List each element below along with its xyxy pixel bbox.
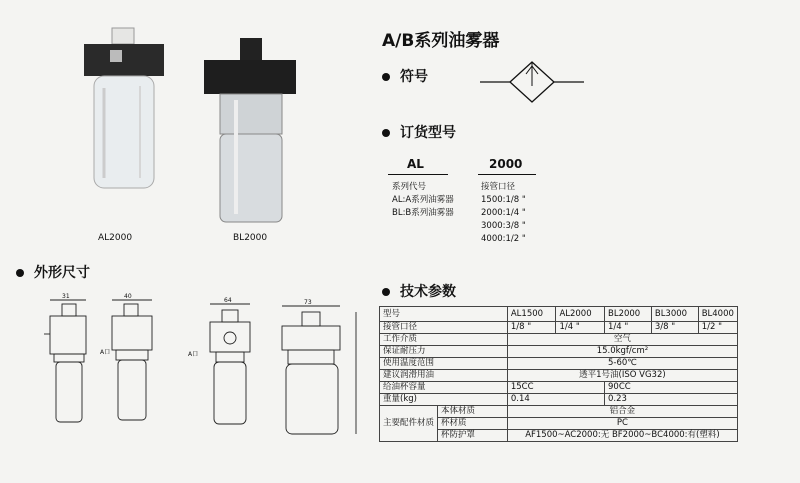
table-cell: 0.23	[605, 394, 738, 406]
width-label-1: 31	[62, 293, 70, 300]
table-row	[380, 382, 738, 394]
table-row	[380, 322, 738, 334]
table-cell: AL1500	[507, 307, 556, 322]
table-cell: 型号	[380, 307, 508, 322]
table-cell: 建议润滑用油	[380, 370, 508, 382]
lubricator-symbol-icon	[480, 58, 620, 110]
table-cell: 15.0kgf/cm²	[507, 346, 737, 358]
table-cell: 主要配件材质	[380, 406, 438, 442]
model-prefix: AL	[407, 157, 424, 171]
table-cell: 接管口径	[380, 322, 508, 334]
table-cell: 15CC	[507, 382, 604, 394]
table-row	[380, 406, 738, 418]
table-cell: 1/4 "	[556, 322, 605, 334]
table-cell: 空气	[507, 334, 737, 346]
width-label-3: 64	[224, 297, 232, 304]
table-cell: 90CC	[605, 382, 738, 394]
table-cell: 3/8 "	[651, 322, 698, 334]
bullet-icon	[382, 73, 390, 81]
order-heading: 订货型号	[382, 122, 456, 142]
table-cell: PC	[507, 418, 737, 430]
port-size-list: 接管口径 1500:1/8 " 2000:1/4 " 3000:3/8 " 4000:1/2 "	[481, 182, 526, 244]
width-label-2: 40	[124, 293, 132, 300]
bullet-icon	[382, 129, 390, 137]
dimension-heading: 外形尺寸	[16, 262, 90, 282]
spec-table	[379, 306, 738, 442]
number-underline	[478, 174, 536, 175]
table-cell: 本体材质	[438, 406, 508, 418]
al2000-caption: AL2000	[98, 233, 133, 243]
bullet-icon	[382, 288, 390, 296]
table-cell: 1/2 "	[698, 322, 737, 334]
spec-heading: 技术参数	[382, 281, 456, 301]
table-cell: 给油杯容量	[380, 382, 508, 394]
table-cell: 保证耐压力	[380, 346, 508, 358]
symbol-heading: 符号	[382, 66, 428, 86]
bullet-icon	[16, 269, 24, 277]
page-title: A/B系列油雾器	[382, 31, 500, 51]
a-port-label-1: A口	[100, 349, 111, 356]
dimension-drawings	[20, 293, 370, 466]
bl2000-caption: BL2000	[233, 233, 268, 243]
table-cell: 杯材质	[438, 418, 508, 430]
table-cell: 0.14	[507, 394, 604, 406]
table-cell: 5-60℃	[507, 358, 737, 370]
series-code-list: 系列代号 AL:A系列油雾器 BL:B系列油雾器	[392, 182, 454, 218]
table-cell: 1/4 "	[605, 322, 652, 334]
table-cell: BL3000	[651, 307, 698, 322]
table-row	[380, 394, 738, 406]
table-cell: 杯防护罩	[438, 430, 508, 442]
model-number: 2000	[489, 157, 523, 171]
table-cell: AF1500~AC2000:无 BF2000~BC4000:有(塑料)	[507, 430, 737, 442]
table-cell: 使用温度范围	[380, 358, 508, 370]
table-row	[380, 346, 738, 358]
table-cell: BL2000	[605, 307, 652, 322]
table-cell: 铝合金	[507, 406, 737, 418]
table-cell: 1/8 "	[507, 322, 556, 334]
bl2000-photo	[200, 38, 300, 228]
table-cell: 重量(kg)	[380, 394, 508, 406]
al2000-photo	[80, 28, 170, 198]
prefix-underline	[388, 174, 448, 175]
table-cell: 透平1号油(ISO VG32)	[507, 370, 737, 382]
table-row	[380, 334, 738, 346]
width-label-4: 73	[304, 299, 312, 306]
table-cell: 工作介质	[380, 334, 508, 346]
a-port-label-2: A口	[188, 351, 199, 358]
table-row	[380, 370, 738, 382]
table-cell: AL2000	[556, 307, 605, 322]
table-cell: BL4000	[698, 307, 737, 322]
table-row	[380, 358, 738, 370]
table-row	[380, 307, 738, 322]
